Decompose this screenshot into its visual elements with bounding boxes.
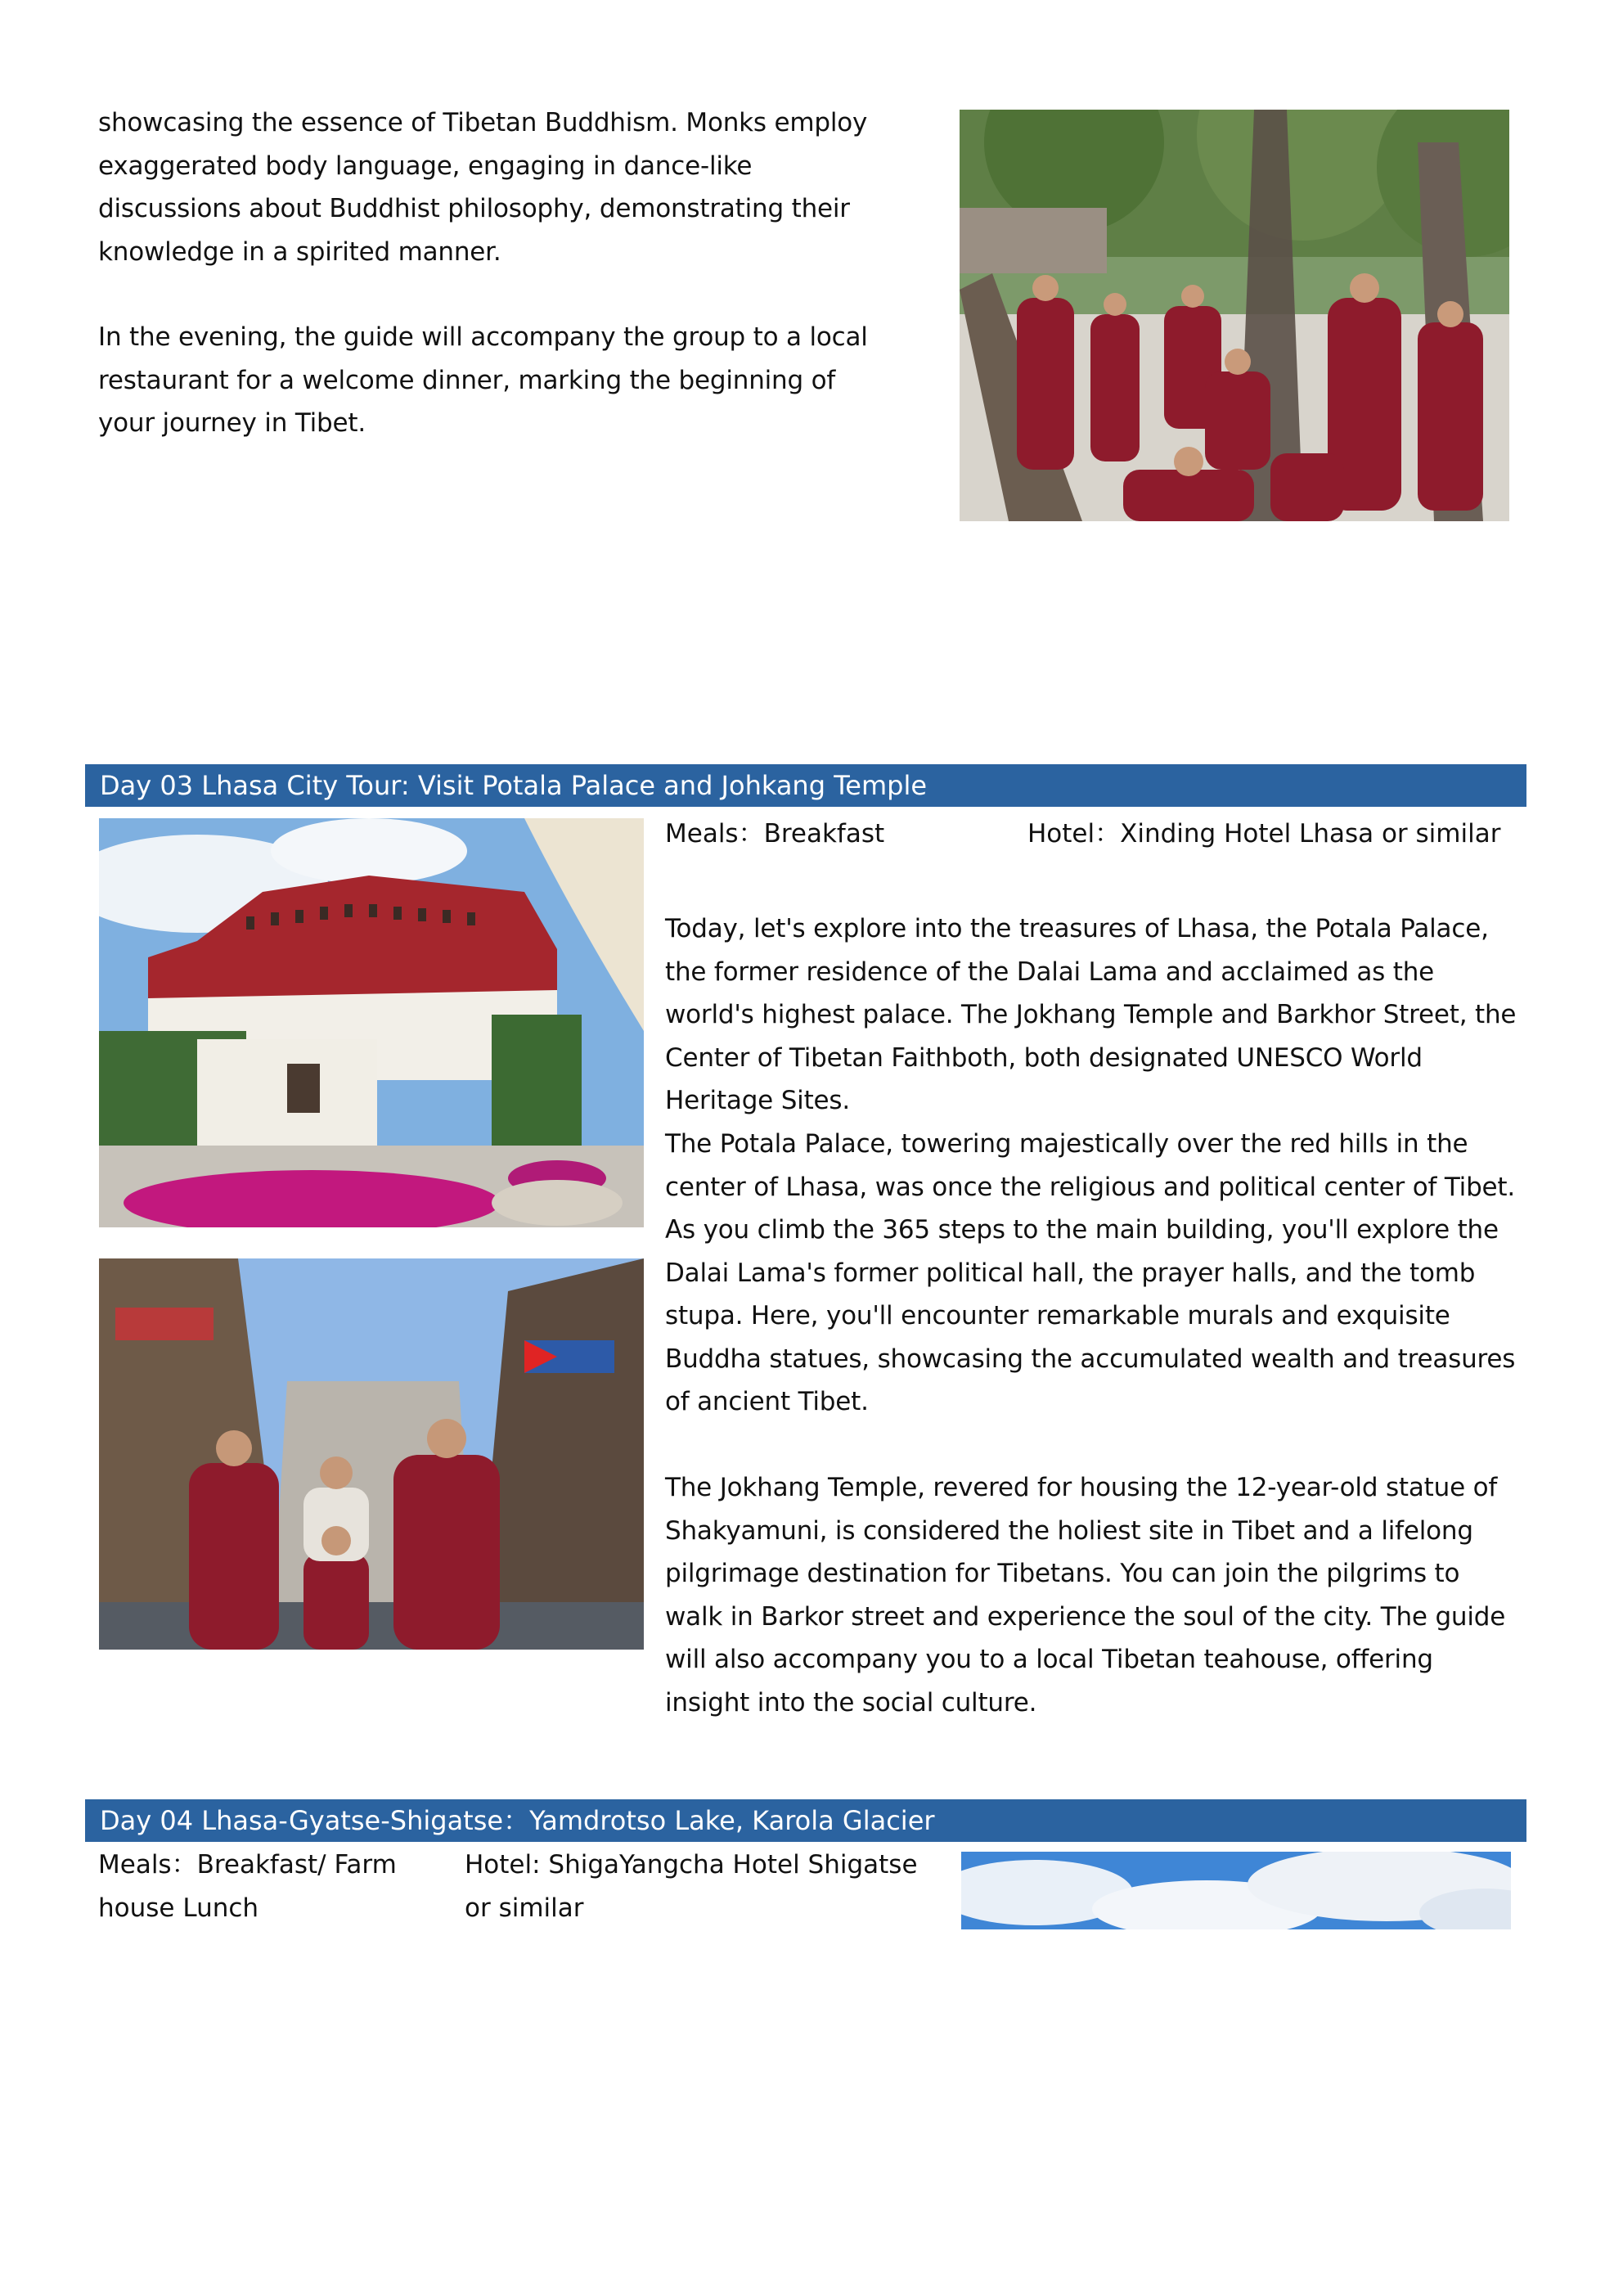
day-03-header: Day 03 Lhasa City Tour: Visit Potala Palace and Johkang Temple xyxy=(85,764,1526,807)
day-03-paragraph-3: The Jokhang Temple, revered for housing the 12-year-old statue of Shakyamuni, is considered the holiest site in Tibet and a lifelong pilgrimage destination for Tibetans. You can join the pilgrims to walk in Barkor street and experience the soul of the city. The guide will also accompany you to a local Tibetan teahouse, offering insight into the social culture. xyxy=(665,1473,1506,1717)
potala-palace-photo xyxy=(99,818,644,1227)
day-03-paragraph-1: Today, let's explore into the treasures of Lhasa, the Potala Palace, the former residence of the Dalai Lama and acclaimed as the world's highest palace. The Jokhang Temple and Barkhor Street, the Center of Tibetan Faithboth, both designated UNESCO World Heritage Sites. xyxy=(665,914,1517,1115)
day-04-header: Day 04 Lhasa-Gyatse-Shigatse：Yamdrotso Lake, Karola Glacier xyxy=(85,1799,1526,1842)
sky-clouds-photo xyxy=(961,1852,1511,1929)
day-04-meals: Meals：Breakfast/ Farm house Lunch xyxy=(98,1850,397,1923)
day-03-hotel: Hotel：Xinding Hotel Lhasa or similar xyxy=(1027,819,1501,849)
intro-paragraph-1: showcasing the essence of Tibetan Buddhism. Monks employ exaggerated body language, engaging in dance-like discussions about Buddhist philosophy, demonstrating their knowledge in a spirited manner. xyxy=(98,108,868,267)
day-04-hotel: Hotel: ShigaYangcha Hotel Shigatse or similar xyxy=(465,1850,918,1923)
monks-debate-photo xyxy=(960,110,1509,521)
barkhor-street-photo xyxy=(99,1258,644,1650)
day-03-meals: Meals：Breakfast xyxy=(665,819,885,849)
day-03-paragraph-2: The Potala Palace, towering majestically over the red hills in the center of Lhasa, was once the religious and political center of Tibet. As you climb the 365 steps to the main building, you'll explore the Dalai Lama's former political hall, the prayer halls, and the tomb stupa. Here, you'll encounter remarkable murals and exquisite Buddha statues, showcasing the accumulated wealth and treasures of ancient Tibet. xyxy=(665,1129,1516,1416)
intro-paragraph-2: In the evening, the guide will accompany the group to a local restaurant for a welcome dinner, marking the beginning of your journey in Tibet. xyxy=(98,322,868,438)
